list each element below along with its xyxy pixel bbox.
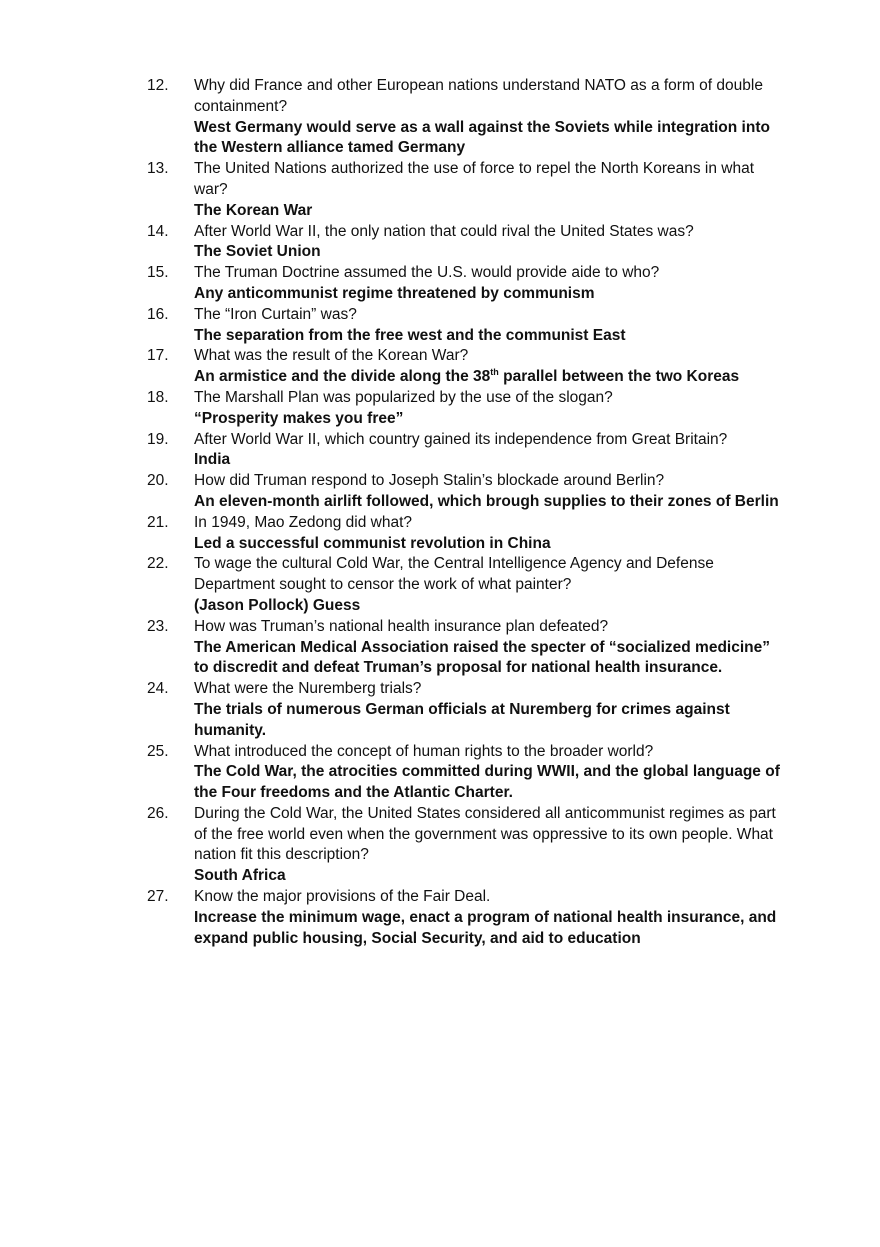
question-number: 20. [147, 472, 169, 490]
question-text: The United Nations authorized the use of force to repel the North Koreans in what war? [194, 160, 755, 198]
question-list [0, 76, 880, 949]
question-item-25 [0, 742, 784, 804]
question-number: 16. [147, 305, 169, 323]
answer-text: The trials of numerous German officials at Nuremberg for crimes against humanity. [194, 700, 730, 739]
answer-text: The Soviet Union [194, 243, 321, 261]
answer-text: The American Medical Association raised the specter of “socialized medicine” to discredit and defeat Truman’s proposal for national health insurance. [194, 638, 770, 677]
answer-text: The Cold War, the atrocities committed during WWII, and the global language of the Four freedoms and the Atlantic Charter. [194, 763, 780, 802]
ordinal-superscript: th [490, 367, 499, 377]
answer-text: Led a successful communist revolution in China [194, 534, 551, 552]
question-number: 22. [147, 555, 169, 573]
question-item-24 [0, 679, 784, 741]
question-text: What was the result of the Korean War? [194, 347, 469, 365]
question-item-17 [0, 346, 784, 388]
question-number: 24. [147, 680, 169, 698]
question-text: The Truman Doctrine assumed the U.S. would provide aide to who? [194, 264, 660, 282]
answer-text: West Germany would serve as a wall against the Soviets while integration into the Western alliance tamed Germany [194, 118, 770, 157]
answer-text: Any anticommunist regime threatened by communism [194, 284, 595, 302]
question-number: 12. [147, 77, 169, 94]
question-text: To wage the cultural Cold War, the Central Intelligence Agency and Defense Department sought to censor the work of what painter? [194, 555, 714, 594]
question-number: 26. [147, 804, 169, 822]
question-item-16 [0, 305, 784, 347]
question-item-12 [0, 76, 784, 159]
question-number: 21. [147, 513, 169, 531]
answer-text: (Jason Pollock) Guess [194, 596, 361, 614]
question-text: The “Iron Curtain” was? [194, 305, 357, 323]
question-number: 17. [147, 347, 169, 365]
answer-text: The separation from the free west and the communist East [194, 326, 626, 344]
question-text: During the Cold War, the United States considered all anticommunist regimes as part of the free world even when the government was oppressive to its own people. What nation fit this description? [194, 804, 776, 864]
question-text: The Marshall Plan was popularized by the use of the slogan? [194, 388, 613, 406]
question-text: After World War II, which country gained its independence from Great Britain? [194, 430, 728, 448]
question-text: Know the major provisions of the Fair Deal. [194, 888, 491, 906]
question-number: 18. [147, 388, 169, 406]
question-item-22 [0, 554, 784, 616]
question-number: 25. [147, 742, 169, 760]
question-text: How did Truman respond to Joseph Stalin’s blockade around Berlin? [194, 472, 665, 490]
question-text: After World War II, the only nation that could rival the United States was? [194, 222, 694, 240]
question-number: 23. [147, 617, 169, 635]
answer-text: Increase the minimum wage, enact a program of national health insurance, and expand public housing, Social Security, and aid to education [194, 908, 777, 947]
answer-text: South Africa [194, 867, 286, 885]
question-item-20 [0, 471, 784, 513]
answer-text: The Korean War [194, 201, 313, 219]
question-item-18 [0, 388, 784, 430]
question-text: What introduced the concept of human rights to the broader world? [194, 742, 654, 760]
question-number: 27. [147, 888, 169, 906]
answer-text [194, 367, 784, 388]
question-number: 19. [147, 430, 169, 448]
answer-text: India [194, 451, 231, 469]
question-text: In 1949, Mao Zedong did what? [194, 513, 413, 531]
answer-text-part: An armistice and the divide along the 38 [194, 368, 491, 386]
question-item-13 [0, 159, 784, 221]
answer-text-part: parallel between the two Koreas [498, 368, 740, 386]
question-item-19 [0, 430, 784, 472]
question-item-23 [0, 617, 784, 679]
question-number: 15. [147, 264, 169, 282]
question-text: How was Truman’s national health insurance plan defeated? [194, 617, 609, 635]
question-item-14 [0, 222, 784, 264]
question-number: 13. [147, 160, 169, 178]
answer-text: An eleven-month airlift followed, which brough supplies to their zones of Berlin [194, 492, 779, 510]
question-item-27 [0, 887, 784, 949]
answer-text: “Prosperity makes you free” [194, 409, 404, 427]
question-item-21 [0, 513, 784, 555]
question-text: What were the Nuremberg trials? [194, 680, 422, 698]
question-number: 14. [147, 222, 169, 240]
question-item-26 [0, 804, 784, 887]
question-text: Why did France and other European nations understand NATO as a form of double containment? [194, 77, 763, 115]
question-item-15 [0, 263, 784, 305]
